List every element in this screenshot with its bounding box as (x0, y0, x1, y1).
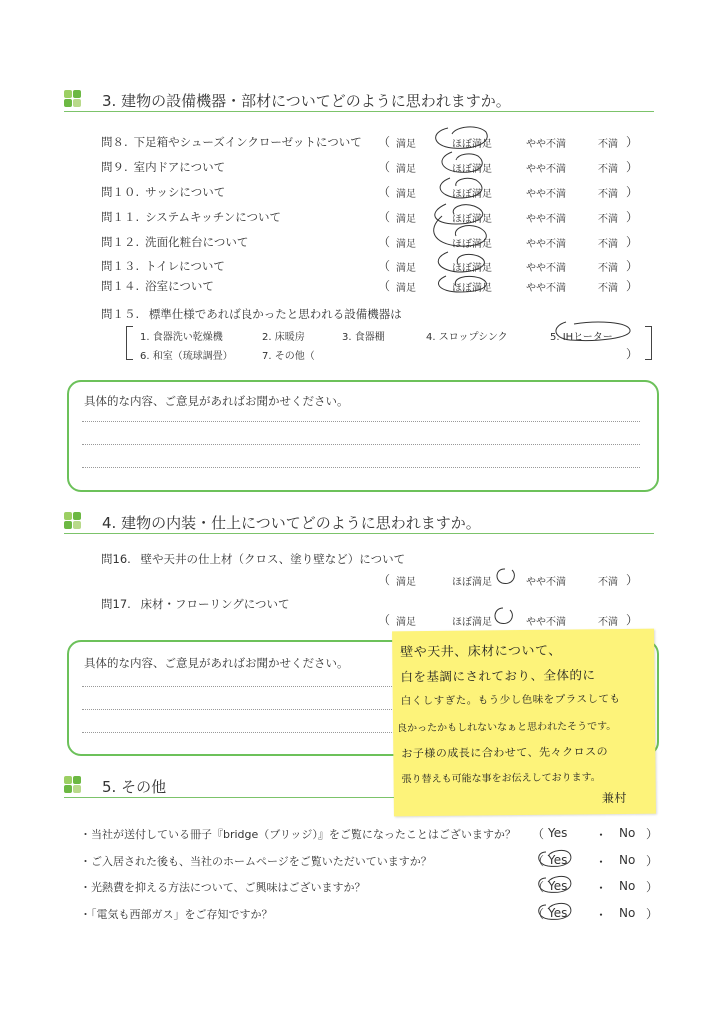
rating-option: ほぼ満足 (452, 139, 492, 150)
close-paren: ） (646, 854, 659, 868)
pen-circle-mark (495, 608, 512, 624)
no-option: No (619, 853, 636, 867)
question-number: 問１４. (101, 279, 140, 293)
close-paren: ） (646, 827, 659, 841)
yes-option: Yes (548, 879, 568, 893)
yes-option: Yes (548, 906, 568, 920)
rating-option: 不満 (598, 617, 618, 628)
rating-option: 不満 (598, 283, 618, 294)
rating-option: 満足 (396, 239, 416, 250)
sticky-note-line: お子様の成長に合わせて、先々クロスの (401, 745, 609, 761)
rating-option: 不満 (598, 214, 618, 225)
clover-icon (64, 776, 82, 794)
q15-option-1: 1. 食器洗い乾燥機 (140, 332, 223, 343)
rating-option: ほぼ満足 (452, 283, 492, 294)
rating-option: 満足 (396, 283, 416, 294)
comment-line (82, 686, 402, 687)
open-paren: （ (378, 613, 391, 627)
open-paren: （ (378, 259, 391, 273)
rating-option: やや不満 (526, 139, 566, 150)
open-paren: （ (532, 880, 545, 894)
section-4-comment-label: 具体的な内容、ご意見があればお聞かせください。 (84, 656, 349, 670)
no-option: No (619, 879, 636, 893)
rating-option: ほぼ満足 (452, 164, 492, 175)
close-paren: ） (646, 880, 659, 894)
no-option: No (619, 826, 636, 840)
separator-dot: ・ (595, 908, 608, 922)
close-paren: ） (626, 160, 639, 174)
rating-option: やや不満 (526, 214, 566, 225)
sticky-note (392, 629, 656, 817)
close-paren: ） (646, 907, 659, 921)
rating-option: ほぼ満足 (452, 214, 492, 225)
question-number: 問１１. (101, 210, 140, 224)
clover-icon (64, 512, 82, 530)
section-5-title: 5. その他 (102, 778, 167, 796)
sticky-note-line: 壁や天井、床材について、 (400, 643, 562, 661)
rating-option: 満足 (396, 263, 416, 274)
question-text: 洗面化粧台について (145, 235, 249, 249)
rating-option: ほぼ満足 (452, 577, 492, 588)
question-number: 問９. (101, 160, 128, 174)
comment-line (82, 732, 402, 733)
separator-dot: ・ (595, 881, 608, 895)
q15-close-paren: ） (626, 347, 639, 361)
question-row-label (101, 234, 248, 250)
rating-option: 不満 (598, 139, 618, 150)
q15-label: 問１５. 標準仕様であれば良かったと思われる設備機器は (101, 307, 402, 321)
question-text: 下足箱やシューズインクローゼットについて (133, 135, 362, 149)
question-text: 室内ドアについて (133, 160, 226, 174)
rating-option: ほぼ満足 (452, 263, 492, 274)
question-text: システムキッチンについて (145, 210, 281, 224)
question-number: 問１３. (101, 259, 140, 273)
rating-option: 不満 (598, 577, 618, 588)
open-paren: （ (378, 160, 391, 174)
rating-option: やや不満 (526, 283, 566, 294)
rating-option: 満足 (396, 139, 416, 150)
open-paren: （ (378, 235, 391, 249)
close-paren: ） (626, 279, 639, 293)
other-question-text: ・当社が送付している冊子『bridge（ブリッジ）』をご覧になったことはございますか？ (80, 828, 516, 841)
comment-line (82, 467, 640, 468)
rating-option: やや不満 (526, 577, 566, 588)
no-option: No (619, 906, 636, 920)
sticky-note-line: 良かったかもしれないなぁと思われたそうです。 (397, 721, 617, 735)
close-paren: ） (626, 185, 639, 199)
question-row-label (101, 184, 225, 200)
q15-option-5: 5. IHヒーター (550, 332, 613, 343)
open-paren: （ (378, 210, 391, 224)
rating-option: ほぼ満足 (452, 617, 492, 628)
open-paren: （ (378, 185, 391, 199)
q15-option-2: 2. 床暖房 (262, 332, 305, 343)
separator-dot: ・ (595, 828, 608, 842)
close-paren: ） (626, 135, 639, 149)
question-number: 問１０. (101, 185, 140, 199)
rating-option: やや不満 (526, 189, 566, 200)
comment-line (82, 709, 402, 710)
sticky-note-line: 白くしすぎた。もう少し色味をプラスしても (400, 692, 621, 708)
rating-option: 満足 (396, 617, 416, 628)
open-paren: （ (532, 827, 545, 841)
close-paren: ） (626, 210, 639, 224)
rating-option: 不満 (598, 263, 618, 274)
question-row-label (101, 278, 214, 294)
pen-circle-mark (497, 569, 514, 584)
close-paren: ） (626, 573, 639, 587)
section-4-title: 4. 建物の内装・仕上についてどのように思われますか。 (102, 514, 481, 532)
open-paren: （ (378, 279, 391, 293)
rating-option: 不満 (598, 189, 618, 200)
rating-option: やや不満 (526, 617, 566, 628)
rating-option: 満足 (396, 164, 416, 175)
question-text: 浴室について (145, 279, 214, 293)
question-row-label (101, 134, 362, 150)
other-question-text: ・「電気も西部ガス」をご存知ですか？ (80, 908, 273, 921)
sticky-note-line: 張り替えも可能な事をお伝えしております。 (401, 772, 601, 786)
q15-option-4: 4. スロップシンク (426, 332, 508, 343)
section-3-title: 3. 建物の設備機器・部材についてどのように思われますか。 (102, 92, 511, 110)
question-row-label (101, 209, 281, 225)
comment-line (82, 444, 640, 445)
separator-dot: ・ (595, 855, 608, 869)
question-text: サッシについて (145, 185, 226, 199)
question-number: 問１２. (101, 235, 140, 249)
question-row-label (101, 159, 225, 175)
rating-option: やや不満 (526, 239, 566, 250)
rating-option: 不満 (598, 164, 618, 175)
q15-bracket-right (645, 326, 652, 360)
open-paren: （ (532, 854, 545, 868)
sticky-note-signature: 兼村 (601, 790, 627, 806)
section-3-comment-label: 具体的な内容、ご意見があればお聞かせください。 (84, 394, 349, 408)
section-4-rule (64, 533, 654, 534)
open-paren: （ (378, 135, 391, 149)
question-number: 問８. (101, 135, 128, 149)
rating-option: 不満 (598, 239, 618, 250)
q15-option-6: 6. 和室（琉球調畳） (140, 351, 233, 362)
rating-option: 満足 (396, 189, 416, 200)
section-5-rule (64, 797, 394, 798)
rating-option: 満足 (396, 577, 416, 588)
yes-option: Yes (548, 853, 568, 867)
clover-icon (64, 90, 82, 108)
close-paren: ） (626, 613, 639, 627)
sticky-note-line: 白を基調にされており、全体的に (400, 667, 596, 685)
rating-option: やや不満 (526, 164, 566, 175)
close-paren: ） (626, 235, 639, 249)
section-3-rule (64, 111, 654, 112)
close-paren: ） (626, 259, 639, 273)
q16-label: 問16. 壁や天井の仕上材（クロス、塗り壁など）について (101, 552, 406, 566)
comment-line (82, 421, 640, 422)
q17-label: 問17. 床材・フローリングについて (101, 597, 290, 611)
q15-option-3: 3. 食器棚 (342, 332, 385, 343)
open-paren: （ (532, 907, 545, 921)
q15-option-7: 7. その他（ (262, 351, 315, 362)
open-paren: （ (378, 573, 391, 587)
q15-bracket-left (126, 326, 133, 360)
rating-option: やや不満 (526, 263, 566, 274)
rating-option: ほぼ満足 (452, 239, 492, 250)
other-question-text: ・光熱費を抑える方法について、ご興味はございますか？ (80, 881, 366, 894)
yes-option: Yes (548, 826, 568, 840)
rating-option: ほぼ満足 (452, 189, 492, 200)
question-row-label (101, 258, 225, 274)
rating-option: 満足 (396, 214, 416, 225)
other-question-text: ・ご入居された後も、当社のホームページをご覧いただいていますか？ (80, 855, 432, 868)
question-text: トイレについて (145, 259, 225, 273)
